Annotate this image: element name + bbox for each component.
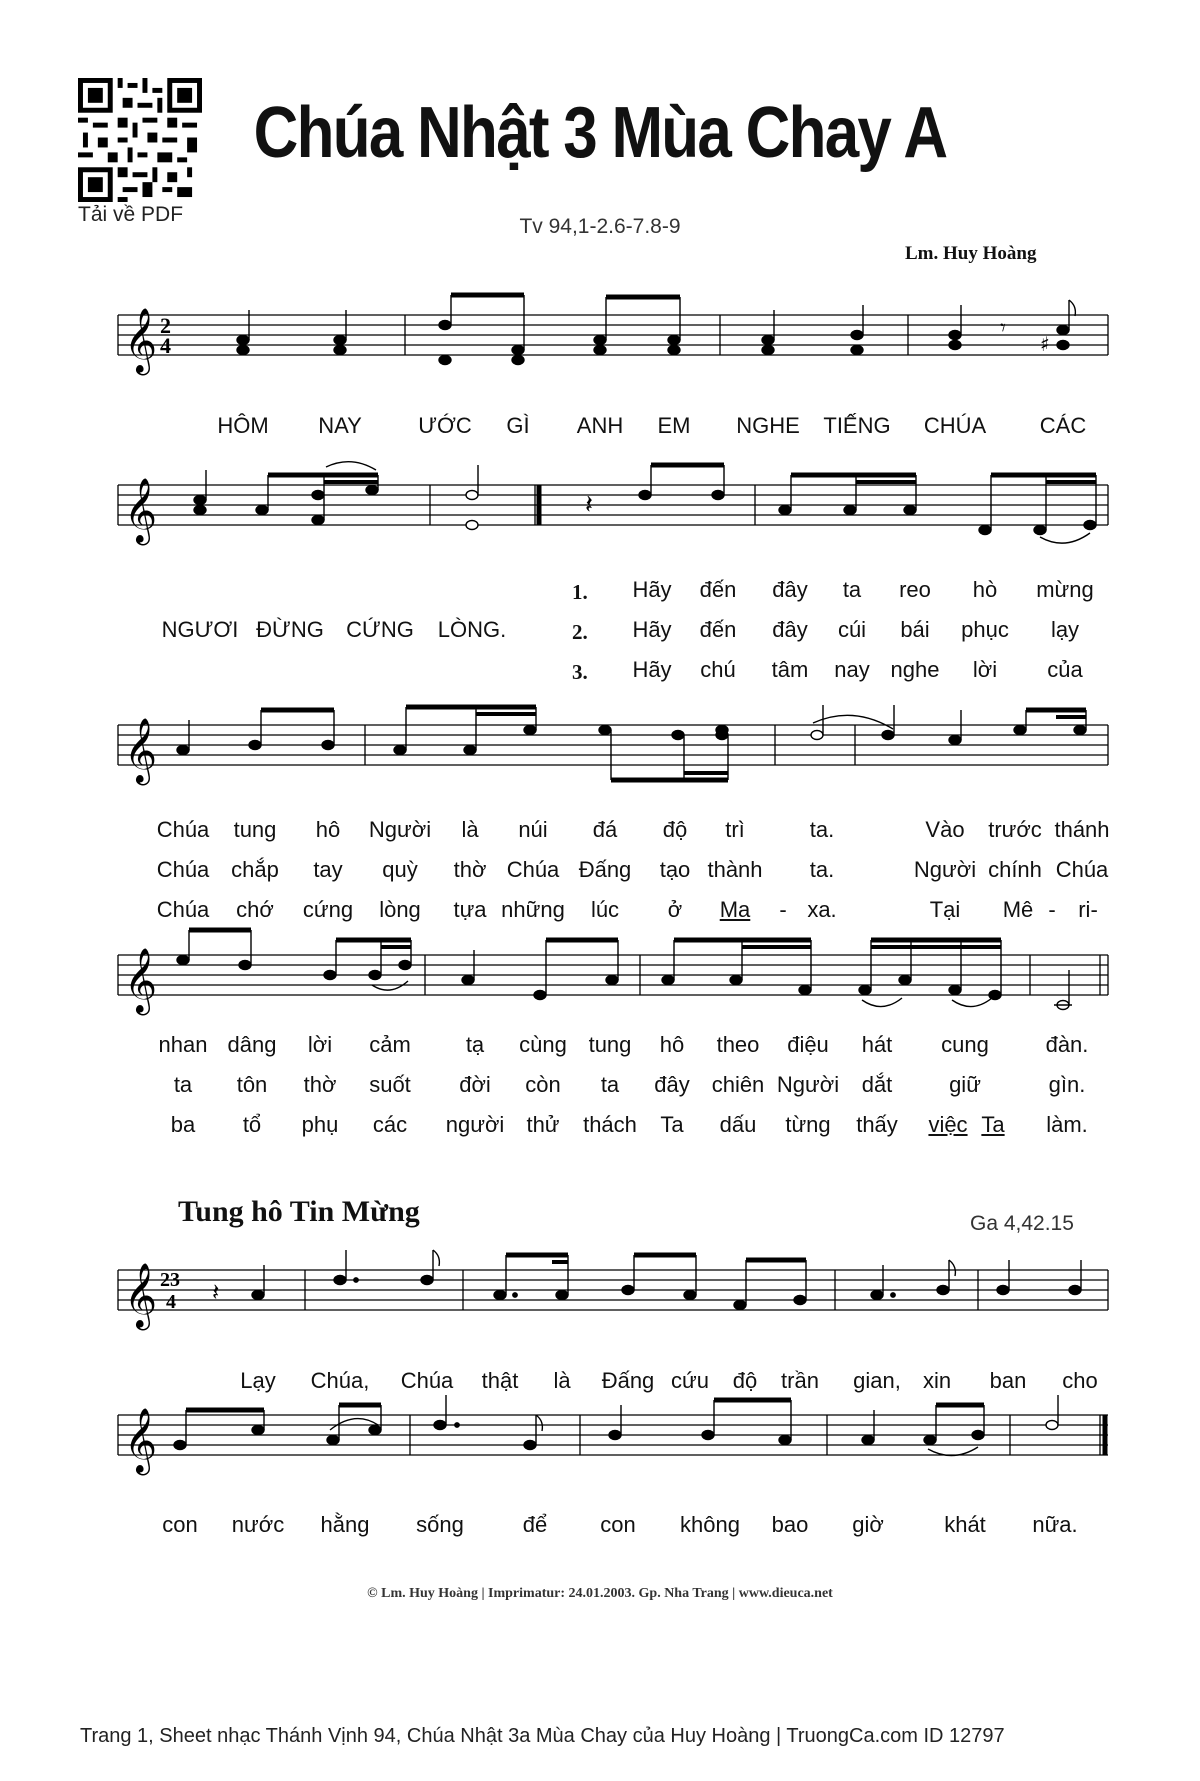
lyric: Chúa xyxy=(156,857,210,882)
lyric: tay xyxy=(313,857,343,882)
lyric: con xyxy=(600,1512,636,1537)
lyric: thờ xyxy=(303,1072,337,1097)
lyric: ta xyxy=(842,577,862,602)
lyric: nay xyxy=(834,657,870,682)
verse-number: 3. xyxy=(572,660,588,684)
lyric: CHÚA xyxy=(923,413,987,438)
treble-clef-icon: 𝄞 xyxy=(124,948,158,1013)
lyric: việc xyxy=(928,1112,968,1137)
verse-number: 2. xyxy=(572,620,588,644)
lyric: Người xyxy=(368,817,432,842)
lyric: CỨNG xyxy=(346,617,414,642)
psalm-reference: Tv 94,1-2.6-7.8-9 xyxy=(519,215,681,238)
copyright-line: © Lm. Huy Hoàng | Imprimatur: 24.01.2003. Gp. Nha Trang | www.dieuca.net xyxy=(367,1586,833,1601)
lyric: phụ xyxy=(301,1112,339,1137)
page-footer: Trang 1, Sheet nhạc Thánh Vịnh 94, Chúa Nhật 3a Mùa Chay của Huy Hoàng | TruongCa.com ID 12797 xyxy=(80,1725,1005,1747)
lyric: Ma xyxy=(719,897,751,922)
lyric: hô xyxy=(315,817,341,842)
lyric: các xyxy=(372,1112,408,1137)
svg-text:𝄾: 𝄾 xyxy=(1000,316,1006,341)
music-staff-6 xyxy=(0,1385,1200,1505)
lyric: cung xyxy=(941,1032,989,1057)
svg-text:𝄽: 𝄽 xyxy=(212,1278,220,1306)
lyric: chú xyxy=(700,657,736,682)
lyric: giữ xyxy=(949,1072,981,1097)
lyric: hát xyxy=(861,1032,893,1057)
lyric: suốt xyxy=(369,1072,411,1097)
lyric: hô xyxy=(659,1032,685,1057)
svg-text:4: 4 xyxy=(160,333,171,358)
lyric: HÔM xyxy=(217,413,269,438)
lyric: cảm xyxy=(369,1032,411,1057)
lyric: đến xyxy=(699,617,737,642)
lyric: ƯỚC xyxy=(418,413,472,438)
music-staff-2 xyxy=(0,455,1200,575)
lyric: nghe xyxy=(890,657,940,682)
lyric: còn xyxy=(525,1072,561,1097)
lyric: cứng xyxy=(302,897,354,922)
lyric: những xyxy=(501,897,565,922)
lyric: tâm xyxy=(771,657,809,682)
lyric: Mê xyxy=(1002,897,1034,922)
lyric: quỳ xyxy=(382,857,418,882)
svg-text:2: 2 xyxy=(160,313,171,338)
svg-text:𝄽: 𝄽 xyxy=(585,490,593,520)
lyric: cùng xyxy=(519,1032,567,1057)
lyric: Vào xyxy=(925,817,965,842)
lyric: tạ xyxy=(465,1032,485,1057)
lyric: thờ xyxy=(453,857,487,882)
lyric: điệu xyxy=(787,1032,829,1057)
lyric: - xyxy=(779,897,787,922)
lyric: ta. xyxy=(809,817,835,842)
music-staff-3 xyxy=(0,695,1200,815)
lyric: - xyxy=(1048,897,1056,922)
lyric: gìn. xyxy=(1048,1072,1086,1097)
lyric: cúi xyxy=(837,617,867,642)
lyric: cho xyxy=(1062,1368,1098,1393)
lyric: trước xyxy=(988,817,1042,842)
lyric: khát xyxy=(944,1512,986,1537)
lyric: lạy xyxy=(1050,617,1080,642)
lyric: dâng xyxy=(227,1032,277,1057)
treble-clef-icon: 𝄞 xyxy=(124,718,158,783)
lyric: theo xyxy=(716,1032,760,1057)
lyric: ri- xyxy=(1078,897,1098,922)
lyric: Chúa xyxy=(506,857,560,882)
lyric: Ta xyxy=(660,1112,684,1137)
lyric: dấu xyxy=(719,1112,757,1137)
lyric: đời xyxy=(459,1072,491,1097)
download-pdf-label[interactable]: Tải về PDF xyxy=(78,203,184,226)
lyric: đến xyxy=(699,577,737,602)
svg-text:4: 4 xyxy=(166,1291,176,1313)
lyric: GÌ xyxy=(506,413,530,438)
music-staff-1 xyxy=(0,285,1200,405)
lyric: Hãy xyxy=(632,577,672,602)
treble-clef-icon: 𝄞 xyxy=(124,1408,158,1473)
composer-name: Lm. Huy Hoàng xyxy=(905,243,1037,264)
lyric: đàn. xyxy=(1045,1032,1089,1057)
lyric: đây xyxy=(654,1072,690,1097)
lyric: là xyxy=(553,1368,571,1393)
lyric: nước xyxy=(231,1512,285,1537)
gospel-reference: Ga 4,42.15 xyxy=(970,1212,1074,1235)
lyric: tổ xyxy=(242,1112,262,1137)
treble-clef-icon: 𝄞 xyxy=(124,308,158,373)
lyric: thử xyxy=(526,1112,560,1137)
lyric: độ xyxy=(662,817,688,842)
page-title: Chúa Nhật 3 Mùa Chay A xyxy=(253,93,947,173)
lyric: ĐỪNG xyxy=(256,617,324,642)
lyric: đá xyxy=(592,817,618,842)
lyric: trì xyxy=(725,817,745,842)
lyric: chắp xyxy=(231,857,279,882)
lyric: nữa. xyxy=(1032,1512,1078,1537)
music-staff-5 xyxy=(0,1240,1200,1360)
lyric: thật xyxy=(481,1368,519,1393)
lyric: Chúa xyxy=(400,1368,454,1393)
lyric: không xyxy=(680,1512,740,1537)
lyric: độ xyxy=(732,1368,758,1393)
lyric: đây xyxy=(772,617,808,642)
lyric: lúc xyxy=(590,897,620,922)
svg-text:♯: ♯ xyxy=(1040,332,1050,356)
lyric: ở xyxy=(667,897,683,922)
lyric: con xyxy=(162,1512,198,1537)
lyric: NGHE xyxy=(736,413,800,438)
lyric: Ta xyxy=(981,1112,1005,1137)
lyric: ba xyxy=(170,1112,196,1137)
lyric: ban xyxy=(989,1368,1027,1393)
lyric: tựa xyxy=(453,897,487,922)
lyric: bao xyxy=(771,1512,809,1537)
lyric: người xyxy=(445,1112,505,1137)
lyric: làm. xyxy=(1046,1112,1088,1137)
lyric: xa. xyxy=(807,897,837,922)
lyric: tạo xyxy=(659,857,691,882)
music-staff-4 xyxy=(0,925,1200,1045)
lyric: Hãy xyxy=(632,657,672,682)
lyric: Chúa, xyxy=(310,1368,370,1393)
lyric: hằng xyxy=(320,1512,370,1537)
lyric: đây xyxy=(772,577,808,602)
lyric: tôn xyxy=(236,1072,268,1097)
lyric: ANH xyxy=(576,413,624,438)
lyric: cứu xyxy=(671,1368,709,1393)
lyric: tung xyxy=(588,1032,632,1057)
lyric: dắt xyxy=(861,1072,893,1097)
lyric: từng xyxy=(785,1112,831,1137)
lyric: mừng xyxy=(1036,577,1094,602)
lyric: Chúa xyxy=(1055,857,1109,882)
lyric: chiên xyxy=(711,1072,765,1097)
lyric: thành xyxy=(707,857,763,882)
verse-number: 1. xyxy=(572,580,588,604)
lyric: xin xyxy=(922,1368,952,1393)
lyric: Lạy xyxy=(240,1368,276,1393)
lyric: Người xyxy=(776,1072,840,1097)
lyric: ta. xyxy=(809,857,835,882)
lyric: thánh xyxy=(1054,817,1110,842)
lyric: EM xyxy=(657,413,691,438)
lyric: ta xyxy=(173,1072,193,1097)
lyric: là xyxy=(461,817,479,842)
lyric: nhan xyxy=(158,1032,208,1057)
lyric: thấy xyxy=(856,1112,898,1137)
lyric: chính xyxy=(988,857,1042,882)
lyric: núi xyxy=(518,817,548,842)
lyric: tung xyxy=(233,817,277,842)
lyric: LÒNG. xyxy=(437,617,507,642)
lyric: để xyxy=(522,1512,548,1537)
lyric: gian, xyxy=(853,1368,901,1393)
lyric: ta xyxy=(600,1072,620,1097)
lyric: trần xyxy=(781,1368,819,1393)
lyric: hò xyxy=(972,577,998,602)
lyric: lời xyxy=(972,657,998,682)
lyric: reo xyxy=(899,577,931,602)
lyric: lời xyxy=(307,1032,333,1057)
lyric: phục xyxy=(961,617,1009,642)
lyric: lòng xyxy=(379,897,421,922)
lyric: TIẾNG xyxy=(823,413,891,438)
lyric: NGƯƠI xyxy=(161,617,239,642)
lyric: Chúa xyxy=(156,897,210,922)
lyric: Hãy xyxy=(632,617,672,642)
lyric: NAY xyxy=(318,413,362,438)
treble-clef-icon: 𝄞 xyxy=(124,1263,158,1328)
svg-text:23: 23 xyxy=(160,1269,180,1291)
lyric: CÁC xyxy=(1039,413,1087,438)
lyric: sống xyxy=(416,1512,464,1537)
lyric: bái xyxy=(900,617,930,642)
lyric: Chúa xyxy=(156,817,210,842)
lyric: Đấng xyxy=(601,1368,655,1393)
lyric: Người xyxy=(913,857,977,882)
section-heading: Tung hô Tin Mừng xyxy=(178,1195,420,1228)
treble-clef-icon: 𝄞 xyxy=(124,478,158,543)
lyric: thách xyxy=(583,1112,637,1137)
lyric: chớ xyxy=(236,897,274,922)
lyric: giờ xyxy=(852,1512,884,1537)
lyric: của xyxy=(1047,657,1083,682)
lyric: Đấng xyxy=(578,857,632,882)
lyric: Tại xyxy=(929,897,961,922)
